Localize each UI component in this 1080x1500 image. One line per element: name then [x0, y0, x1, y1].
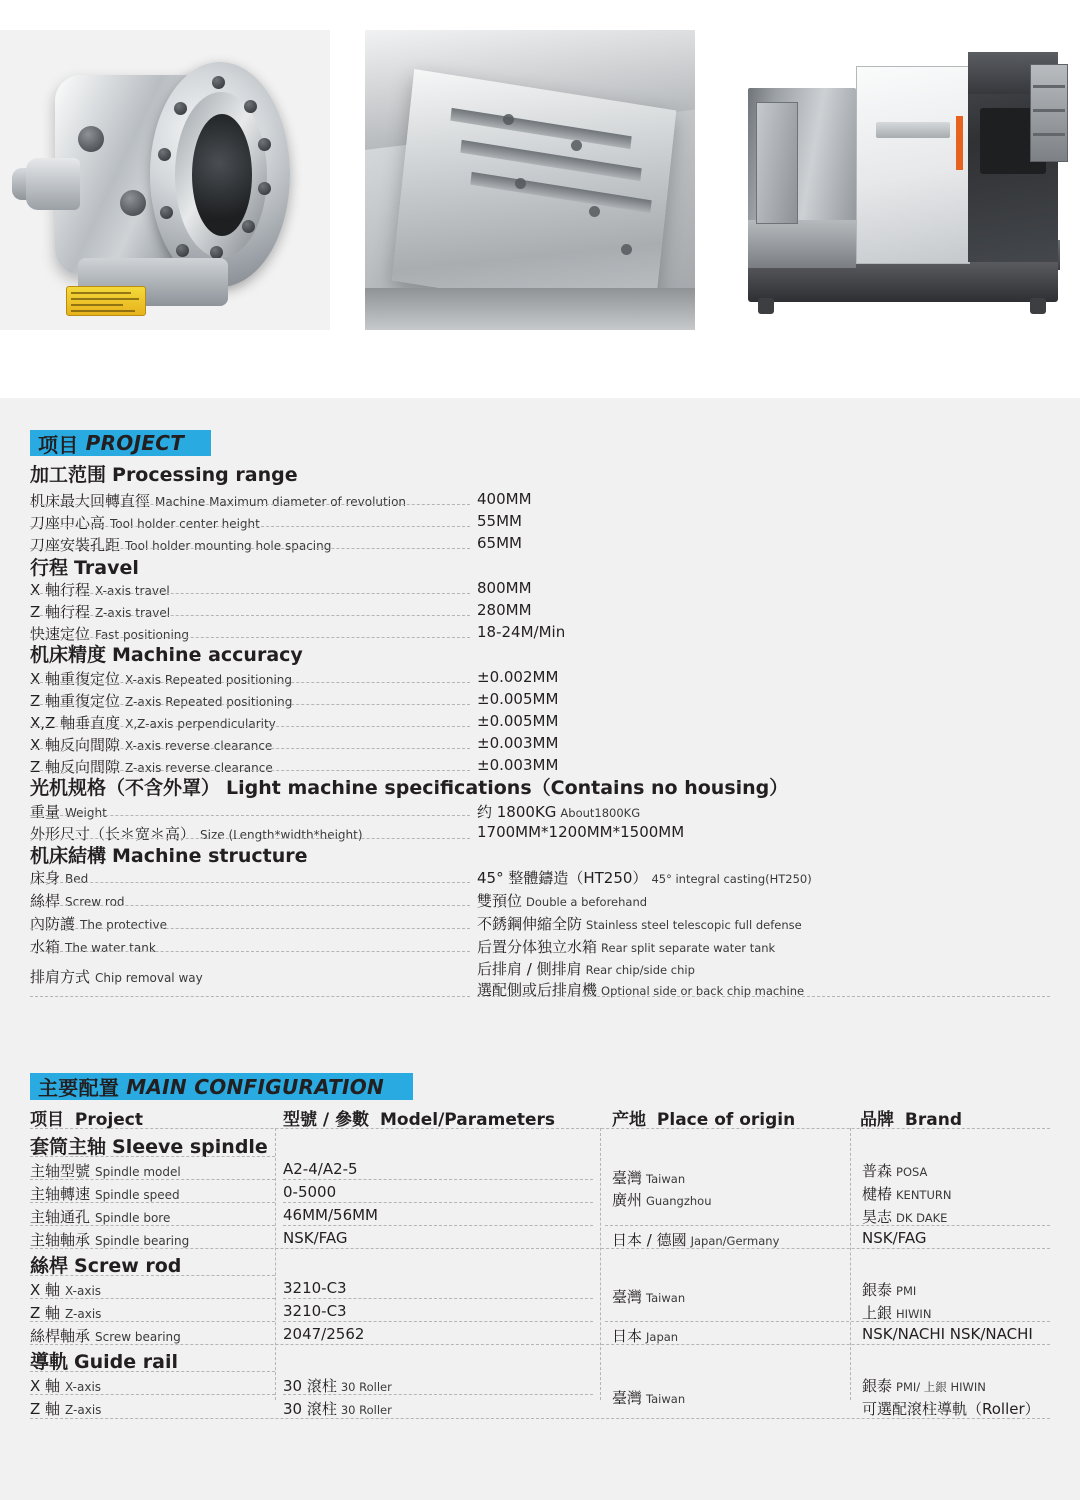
config-row: [30, 1398, 101, 1419]
spec-row: [30, 579, 170, 600]
config-group-cn: 套筒主轴: [30, 1136, 107, 1158]
config-group-en: Sleeve spindle: [112, 1136, 268, 1158]
spec-label-cn: 絲桿: [30, 892, 61, 910]
config-origin: [612, 1325, 678, 1346]
config-brand-cn: 上銀: [862, 1304, 893, 1322]
config-param-sub: 30 Roller: [340, 1403, 392, 1417]
group-title-cn: 机床結構: [30, 845, 107, 867]
spec-value: [477, 936, 775, 957]
config-param-text: 0-5000: [283, 1183, 337, 1201]
config-label-cn: 絲桿軸承: [30, 1327, 91, 1345]
col-head-cn: 型號 / 參數: [283, 1110, 370, 1130]
config-param-text: 3210-C3: [283, 1302, 347, 1320]
config-origin: [612, 1387, 685, 1408]
col-head-en: Brand: [904, 1110, 963, 1130]
config-brand-cn: 銀泰: [862, 1281, 893, 1299]
config-param-sub: 30 Roller: [340, 1380, 392, 1394]
config-brand: [862, 1206, 947, 1227]
config-brand-en: DK DAKE: [896, 1211, 948, 1225]
config-param: [283, 1206, 378, 1224]
col-head-en: Model/Parameters: [379, 1110, 556, 1130]
spec-value-sub: About1800KG: [560, 806, 641, 820]
group-heading-light-machine-specs: [30, 773, 788, 800]
config-label-en: Spindle model: [95, 1165, 181, 1179]
spec-value-text: 18-24M/Min: [477, 623, 566, 641]
config-label-cn: X 軸: [30, 1281, 61, 1299]
config-brand-cn: 楗椿: [862, 1185, 893, 1203]
config-param-text: 2047/2562: [283, 1325, 365, 1343]
spec-label-en: X-axis travel: [95, 584, 170, 598]
spec-label-en: Z-axis Repeated positioning: [125, 695, 293, 709]
spec-row: [30, 534, 331, 555]
config-origin-en: Taiwan: [646, 1172, 686, 1186]
config-group-cn: 絲桿: [30, 1255, 69, 1277]
config-origin: [612, 1167, 685, 1188]
config-param: [283, 1160, 358, 1178]
machine-bed-photo: [365, 30, 695, 330]
spec-row: [30, 913, 167, 934]
config-param-text: 30 滾柱: [283, 1400, 337, 1418]
column-header-origin: [612, 1105, 795, 1130]
spec-value-text: 1700MM*1200MM*1500MM: [477, 823, 685, 841]
spec-value: [477, 490, 532, 508]
spec-row: [30, 490, 406, 511]
project-section-badge: [30, 430, 211, 456]
config-label-en: X-axis: [65, 1284, 102, 1298]
spec-row: [30, 890, 125, 911]
project-badge-cn: 项目: [38, 432, 79, 457]
config-label-en: Screw bearing: [95, 1330, 181, 1344]
spec-value-text: ±0.005MM: [477, 690, 559, 708]
group-title-cn: 光机规格（不含外罩）: [30, 777, 221, 799]
spec-label-en: Size (Length*width*height): [200, 828, 363, 842]
config-origin-en: Guangzhou: [646, 1194, 712, 1208]
spec-label-en: The protective: [80, 918, 167, 932]
config-label-en: X-axis: [65, 1380, 102, 1394]
config-group-en: Guide rail: [74, 1351, 178, 1373]
config-group-cn: 導軌: [30, 1351, 69, 1373]
spec-value-sub: Rear split separate water tank: [601, 941, 776, 955]
config-row: [30, 1279, 101, 1300]
config-label-en: Spindle bearing: [95, 1234, 190, 1248]
config-origin-en: Taiwan: [646, 1291, 686, 1305]
spec-value-text: 后置分体独立水箱: [477, 938, 598, 956]
config-brand-cn: 昊志: [862, 1208, 893, 1226]
spec-label-cn: 外形尺寸（长＊宽＊高）: [30, 825, 196, 843]
config-label-cn: 主轴型號: [30, 1162, 91, 1180]
spec-value-text: 65MM: [477, 534, 522, 552]
spec-value: [477, 958, 695, 979]
main-configuration-badge: [30, 1073, 413, 1100]
column-header-parameters: [283, 1105, 555, 1130]
spec-label-en: Bed: [65, 872, 89, 886]
spec-row: [30, 936, 156, 957]
spec-value-text: 45° 整體鑄造（HT250）: [477, 869, 648, 887]
spindle-head-photo: [0, 30, 330, 330]
config-brand: [862, 1183, 951, 1204]
spec-label-en: Tool holder center height: [110, 517, 260, 531]
config-label-cn: 主轴轉速: [30, 1185, 91, 1203]
config-group-screw-rod: [30, 1251, 181, 1278]
col-head-en: Place of origin: [656, 1110, 796, 1130]
config-row: [30, 1302, 101, 1323]
spec-row: [30, 734, 272, 755]
config-row: [30, 1375, 101, 1396]
spec-label-cn: 快速定位: [30, 625, 91, 643]
spec-value: [477, 623, 565, 641]
config-group-en: Screw rod: [74, 1255, 182, 1277]
config-row: [30, 1183, 180, 1204]
config-origin-en: Japan: [646, 1330, 679, 1344]
spec-label-cn: Z 軸行程: [30, 603, 91, 621]
spec-value-text: 55MM: [477, 512, 522, 530]
spec-value: [477, 601, 532, 619]
spec-value-text: 400MM: [477, 490, 532, 508]
group-title-en: Travel: [74, 557, 139, 579]
spec-label-en: Weight: [65, 806, 107, 820]
spec-label-cn: X 軸重復定位: [30, 670, 121, 688]
group-heading-machine-structure: [30, 841, 308, 868]
config-brand-en: HIWIN: [896, 1307, 932, 1321]
spec-label-en: Screw rod: [65, 895, 125, 909]
config-param: [283, 1229, 348, 1247]
config-brand: [862, 1325, 1033, 1343]
config-label-en: Spindle speed: [95, 1188, 180, 1202]
config-label-cn: 主轴通孔: [30, 1208, 91, 1226]
config-row: [30, 1325, 181, 1346]
group-title-cn: 行程: [30, 557, 69, 579]
config-origin-en: Taiwan: [646, 1392, 686, 1406]
spec-row: [30, 690, 292, 711]
spec-row: [30, 512, 260, 533]
config-label-cn: 主轴軸承: [30, 1231, 91, 1249]
spec-label-en: Tool holder mounting hole spacing: [125, 539, 332, 553]
config-param-text: NSK/FAG: [283, 1229, 348, 1247]
spec-row: [30, 712, 276, 733]
cnc-lathe-photo: [730, 30, 1080, 330]
spec-row: [30, 668, 292, 689]
col-head-cn: 品牌: [860, 1110, 894, 1130]
spec-label-en: The water tank: [65, 941, 156, 955]
spec-value: [477, 579, 532, 597]
config-row: [30, 1206, 170, 1227]
spec-label-cn: 机床最大回轉直徑: [30, 492, 151, 510]
spec-row: [30, 966, 203, 987]
config-brand-en: PMI: [896, 1284, 917, 1298]
spec-value: [477, 890, 647, 911]
config-param: [283, 1375, 392, 1396]
spec-label-cn: 刀座中心高: [30, 514, 106, 532]
spec-value: [477, 913, 802, 934]
spec-value: [477, 668, 558, 686]
config-param: [283, 1325, 364, 1343]
spec-label-en: Fast positioning: [95, 628, 190, 642]
spec-value-text: 280MM: [477, 601, 532, 619]
group-title-en: Processing range: [112, 464, 298, 486]
spec-value: [477, 534, 522, 552]
config-param-text: 46MM/56MM: [283, 1206, 378, 1224]
config-brand-en: NSK/FAG: [862, 1229, 927, 1247]
config-brand: [862, 1375, 986, 1396]
project-badge-en: PROJECT: [85, 431, 185, 455]
config-param-text: 3210-C3: [283, 1279, 347, 1297]
spec-value: [477, 712, 558, 730]
config-param: [283, 1302, 347, 1320]
spec-label-en: Z-axis travel: [95, 606, 171, 620]
spec-label-en: X-axis Repeated positioning: [125, 673, 292, 687]
column-header-project: [30, 1105, 143, 1130]
config-label-cn: Z 軸: [30, 1304, 61, 1322]
config-param: [283, 1279, 347, 1297]
config-origin-cn: 臺灣: [612, 1389, 643, 1407]
config-brand: [862, 1160, 927, 1181]
spec-label-cn: X 軸行程: [30, 581, 91, 599]
spec-label-cn: Z 軸反向間隙: [30, 758, 121, 776]
config-label-en: Spindle bore: [95, 1211, 171, 1225]
spec-value-text: ±0.003MM: [477, 734, 559, 752]
config-origin-en: Japan/Germany: [690, 1234, 780, 1248]
spec-row: [30, 867, 88, 888]
spec-label-cn: 刀座安裝孔距: [30, 536, 121, 554]
spec-value-sub: Double a beforehand: [526, 895, 648, 909]
config-brand: [862, 1279, 916, 1300]
spec-value: [477, 690, 558, 708]
spec-label-cn: Z 軸重復定位: [30, 692, 121, 710]
config-brand-en: NSK/NACHI NSK/NACHI: [862, 1325, 1033, 1343]
spec-value-text: 不銹鋼伸縮全防: [477, 915, 583, 933]
config-origin: [612, 1189, 712, 1210]
config-brand-cn: 銀泰: [862, 1377, 893, 1395]
config-param: [283, 1398, 392, 1419]
config-param-text: A2-4/A2-5: [283, 1160, 358, 1178]
spec-label-cn: 重量: [30, 803, 61, 821]
config-row: [30, 1229, 189, 1250]
config-origin-cn: 日本: [612, 1327, 643, 1345]
config-brand-en: 可選配滾柱導軌（Roller）: [862, 1400, 1040, 1418]
spec-value: [477, 823, 684, 841]
spec-value-sub: Stainless steel telescopic full defense: [586, 918, 802, 932]
spec-value-text: 選配側或后排肩機: [477, 981, 598, 999]
config-origin-cn: 臺灣: [612, 1288, 643, 1306]
spec-label-cn: 排肩方式: [30, 968, 91, 986]
col-head-cn: 产地: [612, 1110, 646, 1130]
config-label-cn: Z 軸: [30, 1400, 61, 1418]
spec-value-sub: Rear chip/side chip: [585, 963, 695, 977]
config-param: [283, 1183, 336, 1201]
spec-label-en: Machine Maximum diameter of revolution: [155, 495, 407, 509]
spec-value: [477, 801, 640, 822]
config-brand-cn: 普森: [862, 1162, 893, 1180]
config-label-cn: X 軸: [30, 1377, 61, 1395]
spec-value: [477, 734, 558, 752]
spec-value-text: ±0.003MM: [477, 756, 559, 774]
main-config-badge-en: MAIN CONFIGURATION: [126, 1074, 385, 1099]
group-title-en: Machine accuracy: [112, 644, 303, 666]
config-brand-en: KENTURN: [896, 1188, 952, 1202]
spec-label-cn: 床身: [30, 869, 61, 887]
spec-value: [477, 512, 522, 530]
spec-label-cn: X,Z 軸垂直度: [30, 714, 121, 732]
group-heading-machine-accuracy: [30, 640, 303, 667]
config-label-en: Z-axis: [65, 1403, 102, 1417]
config-param-text: 30 滾柱: [283, 1377, 337, 1395]
group-heading-processing-range: [30, 460, 298, 487]
config-origin-cn: 日本 / 德國: [612, 1231, 687, 1249]
config-brand: [862, 1398, 1040, 1419]
col-head-en: Project: [74, 1110, 144, 1130]
group-title-cn: 机床精度: [30, 644, 107, 666]
spec-row: [30, 801, 107, 822]
col-head-cn: 项目: [30, 1110, 64, 1130]
spec-value-text: 800MM: [477, 579, 532, 597]
spec-value-sub: Optional side or back chip machine: [601, 984, 805, 998]
group-title-cn: 加工范围: [30, 464, 107, 486]
spec-value-text: ±0.005MM: [477, 712, 559, 730]
spec-value-text: ±0.002MM: [477, 668, 559, 686]
spec-label-cn: X 軸反向間隙: [30, 736, 121, 754]
spec-label-en: X,Z-axis perpendicularity: [125, 717, 276, 731]
spec-value-text: 后排肩 / 側排肩: [477, 960, 582, 978]
spec-label-cn: 內防護: [30, 915, 76, 933]
group-heading-travel: [30, 553, 139, 580]
main-config-badge-cn: 主要配置: [38, 1076, 120, 1100]
product-photo-strip: [0, 0, 1080, 330]
spec-label-en: Z-axis reverse clearance: [125, 761, 273, 775]
spec-value: [477, 756, 558, 774]
config-label-en: Z-axis: [65, 1307, 102, 1321]
config-brand-en: POSA: [896, 1165, 928, 1179]
config-origin: [612, 1229, 779, 1250]
spec-panel: [0, 398, 1080, 1500]
config-row: [30, 1160, 181, 1181]
config-group-sleeve-spindle: [30, 1132, 268, 1159]
config-origin: [612, 1286, 685, 1307]
spec-value: [477, 867, 812, 888]
config-brand-en: PMI/ 上銀 HIWIN: [896, 1380, 986, 1394]
column-header-brand: [860, 1105, 962, 1130]
spec-row: [30, 601, 170, 622]
config-origin-cn: 臺灣: [612, 1169, 643, 1187]
spec-label-en: X-axis reverse clearance: [125, 739, 273, 753]
spec-value-text: 约 1800KG: [477, 803, 557, 821]
config-brand: [862, 1302, 931, 1323]
config-group-guide-rail: [30, 1347, 178, 1374]
spec-value-sub: 45° integral casting(HT250): [651, 872, 812, 886]
config-brand: [862, 1229, 927, 1247]
spec-label-en: Chip removal way: [95, 971, 203, 985]
spec-value-text: 雙預位: [477, 892, 523, 910]
group-title-en: Light machine specifications（Contains no housing）: [226, 777, 789, 799]
spec-label-cn: 水箱: [30, 938, 61, 956]
group-title-en: Machine structure: [112, 845, 308, 867]
config-origin-cn: 廣州: [612, 1191, 643, 1209]
